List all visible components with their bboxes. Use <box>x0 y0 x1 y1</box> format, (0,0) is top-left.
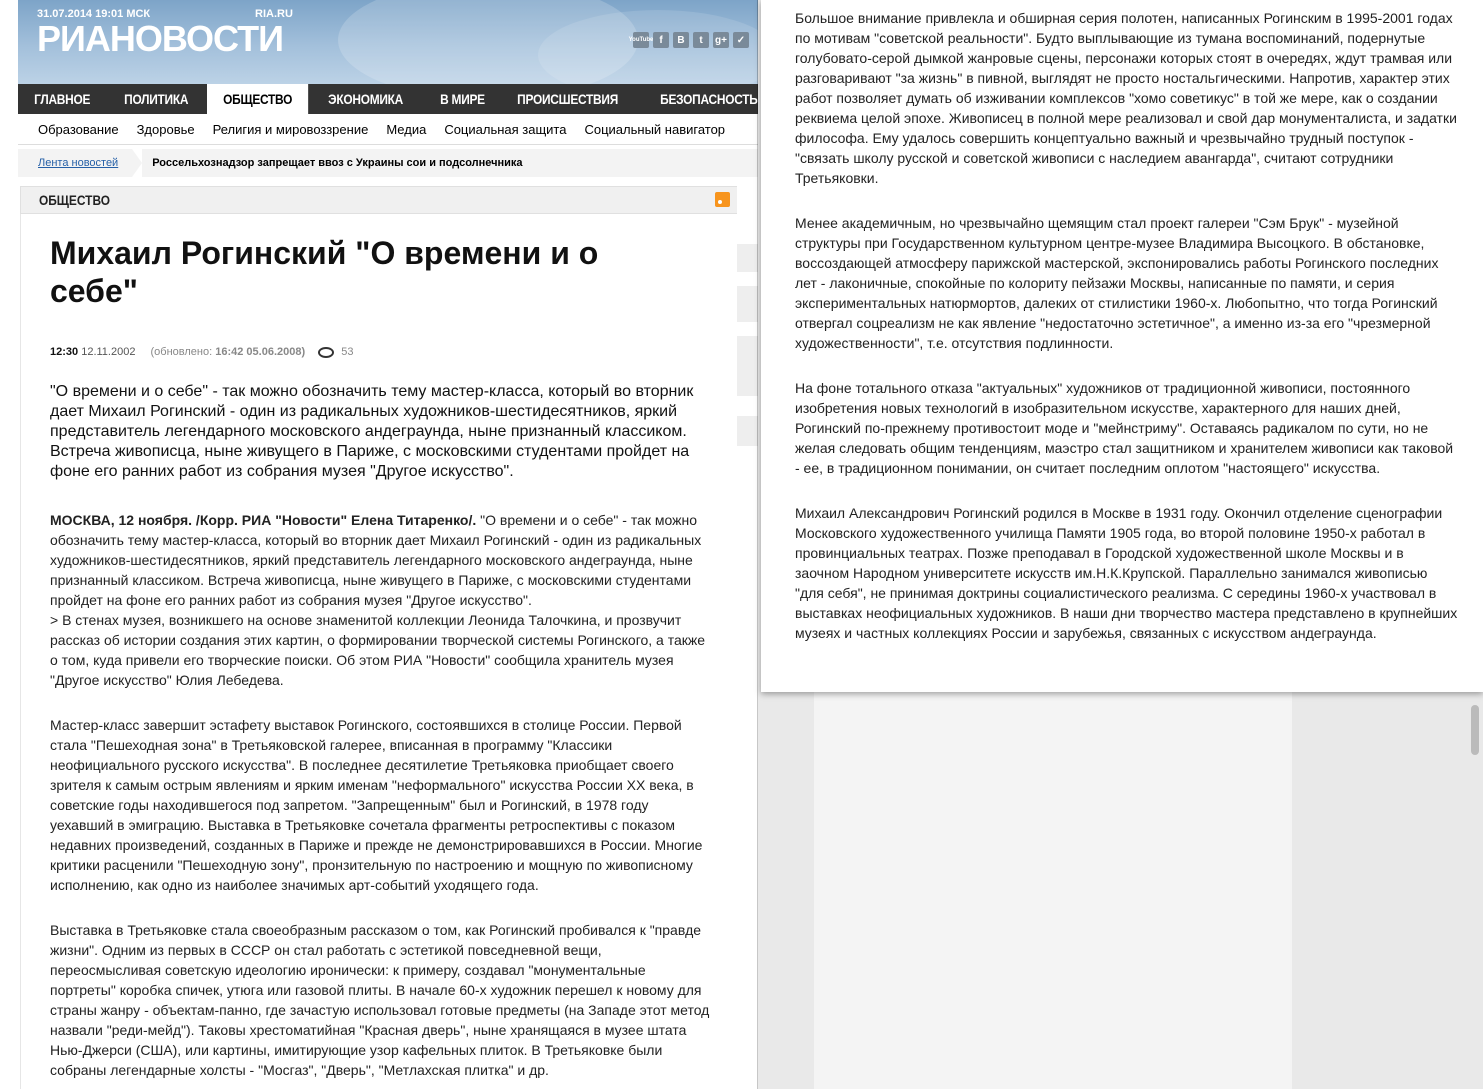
article-paragraph-text: "О времени и о себе" - так можно обозначить тему мастер-класса, который во вторник дает Михаил Рогинский - один из радикальных художников-шестидесятников, яркий представитель легендарного московского андеграунда, ныне признанный классиком. Встреча живописца, ныне живущего в Париже, с московскими студентами пройдет на фоне его ранних работ из собрания музея "Другое искусство". <box>50 512 702 608</box>
twitter-icon[interactable]: t <box>693 32 709 48</box>
google-plus-icon[interactable]: g+ <box>713 32 729 48</box>
subnav-item-education[interactable]: Образование <box>38 121 119 137</box>
subnav-item-social-protection[interactable]: Социальная защита <box>444 121 567 137</box>
ticker-headline[interactable]: Россельхознадзор запрещает ввоз с Украины сои и подсолнечника <box>152 157 523 169</box>
news-feed-link[interactable]: Лента новостей <box>38 157 119 169</box>
nav-item-world[interactable]: В МИРЕ <box>440 91 486 107</box>
nav-item-economy[interactable]: ЭКОНОМИКА <box>328 91 404 107</box>
article-paragraph: Мастер-класс завершит эстафету выставок Рогинского, состоявшихся в столице России. Первой стала "Пешеходная зона" в Третьяковской галерее, вписанная в программу "Классики неофициального русского искусства". В последнее десятилетие Третьяковка приобщает своего зрителя к самым острым явлениям и ярким именам "неформального" искусства России XX века, в советские годы находившегося под запретом. "Запрещенным" был и Рогинский, в 1978 году уехавший в эмиграцию. Выставка в Третьяковке сочетала фрагменты ретроспективы с показом недавних произведений, созданных в Париже и прежде не демонстрировавшихся в России. Многие критики расценили "Пешеходную зону", пронзительную по настроению и мощную по живописному исполнению, как одно из наиболее значимых арт-событий уходящего года. <box>50 717 703 893</box>
nav-item-politics[interactable]: ПОЛИТИКА <box>124 91 189 107</box>
nav-item-main[interactable]: ГЛАВНОЕ <box>34 91 91 107</box>
sidebar-strip <box>737 186 758 1089</box>
header-date: 31.07.2014 <box>37 8 93 20</box>
site-logo[interactable]: РИАНОВОСТИ <box>37 18 283 59</box>
article-lead: "О времени и о себе" - так можно обозначить тему мастер-класса, который во вторник дает Михаил Рогинский - один из радикальных художников-шестидесятников, яркий представитель легендарного московского андеграунда, ныне признанный классиком. Встреча живописца, ныне живущего в Париже, с московскими студентами пройдет на фоне его ранних работ из собрания музея "Другое искусство". <box>50 383 694 480</box>
subnav-item-media[interactable]: Медиа <box>386 121 427 137</box>
overlay-paragraph: На фоне тотального отказа "актуальных" художников от традиционной живописи, постоянного изобретения новых технологий в изобразительном искусстве, характерного для наших дней, Рогинский по-прежнему противостоит моде и "мейнстриму". Оставаясь радикалом по сути, но не желая следовать общим тенденциям, маэстро стал защитником и хранителем живописи как таковой - ее, в традиционном понимании, он считает последним оплотом "настоящего" искусства. <box>795 380 1454 476</box>
scrollbar-thumb[interactable] <box>1471 705 1479 755</box>
sub-navigation <box>18 114 758 145</box>
header-domain[interactable]: RIA.RU <box>255 8 293 20</box>
overlay-paragraph: Большое внимание привлекла и обширная серия полотен, написанных Рогинским в 1995-2001 годах по мотивам "советской реальности". Будто выплывающие из тумана воспоминаний, подернутые голубовато-серой дымкой жанровые сцены, персонажи которых стоят в очередях, ждут трамвая или разговаривают "за жизнь" в пивной, выглядят не просто ностальгическими. Напротив, характер этих работ позволяет думать об изживании комплексов "хомо советикус" в той же мере, как о создании реквиема целой эпохе. Живописец в полной мере реализовал и свой дар монументалиста, и задатки философа. Ему удалось совершить концептуально важный и чрезвычайно трудный поступок - "связать школу русской и советской живописи с наследием авангарда", считают сотрудники Третьяковки. <box>795 10 1457 186</box>
article-meta <box>50 346 354 358</box>
subnav-item-health[interactable]: Здоровье <box>136 121 195 137</box>
ticker-arrow-icon <box>132 149 142 177</box>
updated-label: (обновлено: <box>150 346 213 358</box>
article <box>20 214 739 1089</box>
article-paragraph-text: > В стенах музея, возникшего на основе знаменитой коллекции Леонида Талочкина, и прозвучит рассказ об истории создания этих картин, о формировании творческой системы Рогинского, а также о том, куда привели его творческие поиски. Об этом РИА "Новости" сообщила хранитель музея "Другое искусство" Юлия Лебедева. <box>50 612 706 688</box>
view-count: 53 <box>341 346 354 358</box>
eye-icon <box>318 347 334 358</box>
main-navigation <box>18 84 758 114</box>
news-ticker <box>18 149 758 177</box>
article-paragraph <box>50 510 715 690</box>
subnav-item-social-navigator[interactable]: Социальный навигатор <box>584 121 726 137</box>
check-icon[interactable]: ✓ <box>733 32 749 48</box>
article-paragraph: Выставка в Третьяковке стала своеобразным рассказом о том, как Рогинский пробивался к "правде жизни". Одним из первых в СССР он стал работать с эстетикой повседневной вещи, переосмысливая советскую идеологию иронически: к примеру, создавал "монументальные портреты" коробка спичек, утюга или газовой плиты. В начале 60-х художник перешел к новому для страны жанру - объектам-панно, где зачастую использовал готовые предметы (на Западе этот метод назвали "реди-мейд"). Таковы хрестоматийная "Красная дверь", ныне хранящаяся в музее штата Нью-Джерси (США), или картины, имитирующие узор кафельных плиток. В Третьяковке были собраны легендарные холсты - "Мосгаз", "Дверь", "Метлахская плитка" и др. <box>50 922 710 1078</box>
sidebar-block <box>737 416 758 446</box>
article-time: 12:30 <box>50 346 79 358</box>
nav-item-incidents[interactable]: ПРОИСШЕСТВИЯ <box>517 91 619 107</box>
sidebar-block <box>737 244 758 272</box>
article-dateline: МОСКВА, 12 ноября. /Корр. РИА "Новости" Елена Титаренко/. <box>50 512 477 528</box>
nav-item-society[interactable]: ОБЩЕСТВО <box>207 84 308 114</box>
article-title: Михаил Рогинский "О времени и о себе" <box>50 235 599 309</box>
vkontakte-icon[interactable]: В <box>673 32 689 48</box>
social-icons <box>628 32 749 48</box>
article-date: 12.11.2002 <box>81 346 136 358</box>
sidebar-block <box>737 286 758 322</box>
section-header <box>20 186 739 214</box>
facebook-icon[interactable]: f <box>653 32 669 48</box>
reading-overlay-panel <box>761 0 1483 692</box>
updated-value: 16:42 05.06.2008) <box>215 346 306 358</box>
nav-item-security[interactable]: БЕЗОПАСНОСТЬ <box>659 91 758 107</box>
article-updated <box>151 346 306 358</box>
overlay-paragraph: Михаил Александрович Рогинский родился в Москве в 1931 году. Окончил отделение сценографии Московского художественного училища Памяти 1905 года, во второй половине 1950-х работал в провинциальных театрах. Позже преподавал в Городской художественной школе Москвы и в заочном Народном университете искусств им.Н.К.Крупской. Параллельно занимался живописью "для себя", не принимая доктрины социалистического реализма. С середины 1960-х участвовал в выставках неофициальных художников. В наши дни творчество мастера представлено в крупнейших музеях и частных коллекциях России и зарубежья, связанных с искусством андеграунда. <box>795 505 1458 641</box>
sidebar-block <box>737 336 758 396</box>
header-time: 19:01 МСК <box>95 8 151 20</box>
section-title[interactable]: ОБЩЕСТВО <box>39 192 111 208</box>
overlay-paragraph: Менее академичным, но чрезвычайно щемящим стал проект галереи "Сэм Брук" - музейной структуры при Государственном культурном центре-музее Владимира Высоцкого. В обстановке, воссоздающей атмосферу парижской мастерской, экспонировались работы Рогинского последних лет - лаконичные, спокойные по колориту пейзажи Москвы, написанные по памяти, и серия экспериментальных натюрмортов, далеких от стилистики 1960-х. Любопытно, что тогда Рогинский отвергал соцреализм не как явление "недостаточно эстетичное", а именно из-за его "чрезмерной художественности", т.е. отсутствия подлинности. <box>795 215 1439 351</box>
site-header <box>18 0 758 84</box>
subnav-item-religion[interactable]: Религия и мировоззрение <box>212 121 369 137</box>
rss-icon[interactable] <box>715 192 730 207</box>
youtube-icon[interactable]: YouTube <box>633 32 649 48</box>
background-content <box>814 690 1292 1089</box>
